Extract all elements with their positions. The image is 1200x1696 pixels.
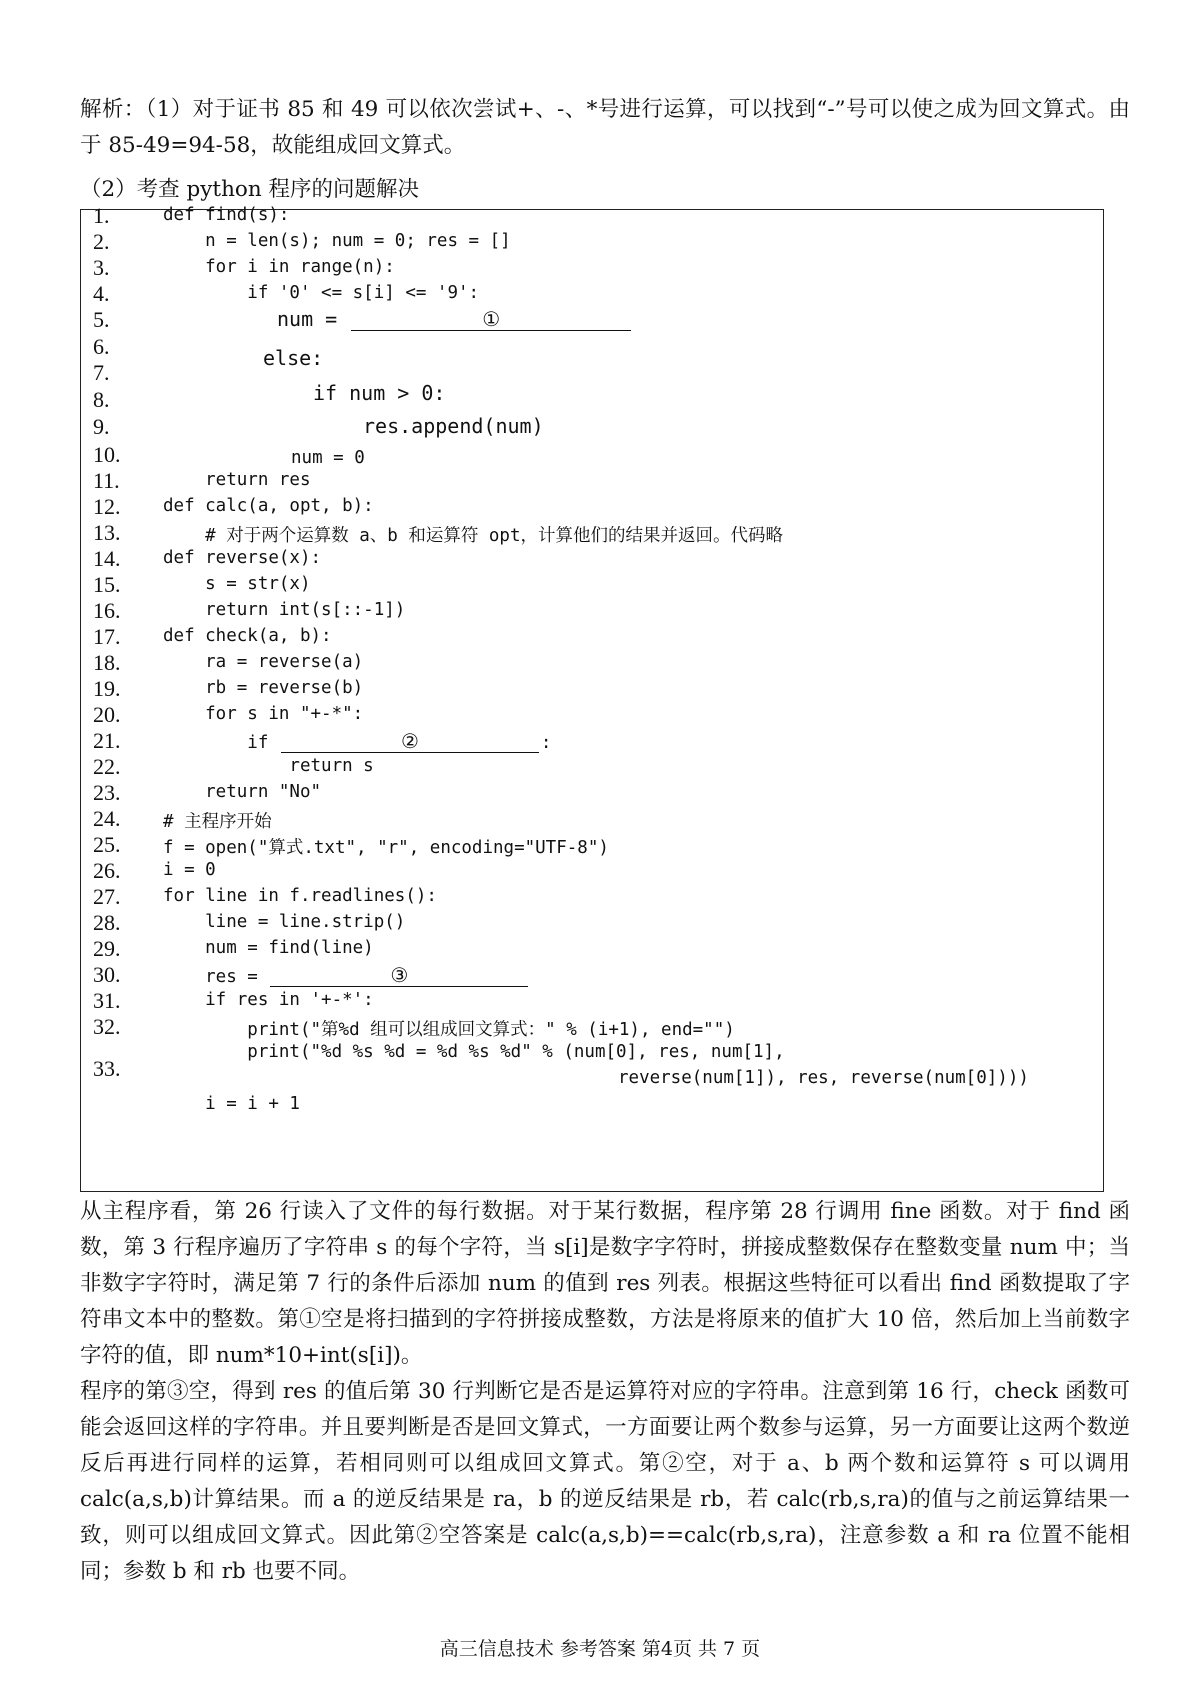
code-listing	[80, 203, 1104, 1192]
code-text: if num > 0:	[313, 381, 446, 405]
code-text: res.append(num)	[363, 414, 544, 438]
code-text: f = open("算式.txt", "r", encoding="UTF-8")	[163, 838, 609, 858]
code-text: i = i + 1	[163, 1094, 300, 1114]
code-line	[81, 988, 1101, 1016]
line-number: 25.	[93, 832, 121, 857]
code-text: # 对于两个运算数 a、b 和运算符 opt，计算他们的结果并返回。代码略	[163, 526, 784, 546]
code-line	[81, 203, 1101, 231]
code-text: def find(s):	[163, 205, 290, 225]
code-line	[81, 281, 1101, 309]
code-text: s = str(x)	[163, 574, 311, 594]
line-number: 27.	[93, 884, 121, 909]
code-line	[81, 255, 1101, 283]
code-text: for s in "+-*":	[163, 704, 364, 724]
code-line	[81, 1014, 1101, 1042]
line-number: 14.	[93, 546, 121, 571]
code-line	[81, 572, 1101, 600]
line-number: 13.	[93, 520, 121, 545]
explanation-paragraph-1: 从主程序看，第 26 行读入了文件的每行数据。对于某行数据，程序第 28 行调用 fine 函数。对于 find 函数，第 3 行程序遍历了字符串 s 的每个字符，当 s[i]是数字字符时，拼接成整数保存在整数变量 num 中；当非数字字符时，满足第 7 行的条件后添加 num 的值到 res 列表。根据这些特征可以看出 find 函数提取了字符串文本中的整数。第①空是将扫描到的字符拼接成整数，方法是将原来的值扩大 10 倍，然后加上当前数字字符的值，即 num*10+int(s[i])。	[80, 1199, 1130, 1368]
code-line	[81, 806, 1101, 834]
line-number: 2.	[93, 229, 110, 254]
code-line	[81, 858, 1101, 886]
code-text: rb = reverse(b)	[163, 678, 364, 698]
code-text: i = 0	[163, 860, 216, 880]
code-line	[81, 229, 1101, 257]
line-number: 16.	[93, 598, 121, 623]
code-line	[81, 468, 1101, 496]
line-number: 23.	[93, 780, 121, 805]
line-number: 32.	[93, 1014, 121, 1039]
code-text-prefix: num =	[277, 307, 338, 331]
page-footer: 高三信息技术 参考答案 第4页 共 7 页	[439, 1638, 761, 1660]
line-number: 3.	[93, 255, 110, 280]
code-text: if '0' <= s[i] <= '9':	[163, 283, 480, 303]
code-text: else:	[263, 346, 324, 370]
code-text: def calc(a, opt, b):	[163, 496, 374, 516]
code-text: return "No"	[163, 782, 322, 802]
code-line	[81, 728, 1101, 756]
line-number: 5.	[93, 307, 110, 332]
code-text: print("第%d 组可以组成回文算式：" % (i+1), end="")	[163, 1020, 735, 1040]
line-number: 33.	[93, 1056, 121, 1081]
code-line	[81, 307, 1101, 335]
code-text: print("%d %s %d = %d %s %d" % (num[0], res, num[1],	[163, 1042, 785, 1062]
code-text: n = len(s); num = 0; res = []	[163, 231, 511, 251]
line-number: 12.	[93, 494, 121, 519]
code-line	[81, 754, 1101, 782]
line-number: 24.	[93, 806, 121, 831]
code-line	[81, 494, 1101, 522]
code-text: def reverse(x):	[163, 548, 322, 568]
line-number: 8.	[93, 387, 110, 412]
section-2-heading: （2）考查 python 程序的问题解决	[80, 177, 420, 202]
code-text: line = line.strip()	[163, 912, 406, 932]
line-number: 17.	[93, 624, 121, 649]
line-number: 22.	[93, 754, 121, 779]
code-line	[81, 676, 1101, 704]
line-number: 20.	[93, 702, 121, 727]
code-text: reverse(num[1]), res, reverse(num[0])))	[618, 1068, 1029, 1088]
line-number: 9.	[93, 414, 110, 439]
code-text: if res in '+-*':	[163, 990, 374, 1010]
line-number: 19.	[93, 676, 121, 701]
code-line	[81, 650, 1101, 678]
code-text: for i in range(n):	[163, 257, 395, 277]
line-number: 7.	[93, 360, 110, 385]
code-text	[277, 307, 633, 331]
code-line	[81, 346, 1101, 388]
code-line	[81, 414, 1101, 442]
code-text: num = find(line)	[163, 938, 374, 958]
code-text-prefix: if	[163, 733, 269, 753]
answer-blank-1	[351, 308, 631, 331]
code-line-continuation	[81, 1066, 1101, 1094]
blank-label-2: ②	[400, 729, 419, 753]
code-line	[81, 381, 1101, 415]
code-text-prefix: res =	[163, 967, 258, 987]
code-line	[81, 780, 1101, 808]
code-text	[163, 964, 530, 987]
code-line	[81, 910, 1101, 938]
code-line	[81, 520, 1101, 548]
code-line	[81, 1092, 1101, 1120]
code-line	[81, 936, 1101, 964]
code-line	[81, 442, 1101, 470]
code-text: return int(s[::-1])	[163, 600, 406, 620]
code-line	[81, 546, 1101, 574]
code-text: ra = reverse(a)	[163, 652, 364, 672]
code-text: for line in f.readlines():	[163, 886, 437, 906]
line-number: 21.	[93, 728, 121, 753]
code-text: # 主程序开始	[163, 812, 272, 832]
line-number: 30.	[93, 962, 121, 987]
code-line	[81, 598, 1101, 626]
code-line	[81, 884, 1101, 912]
code-text: return res	[163, 470, 311, 490]
code-text: num = 0	[291, 448, 365, 468]
code-line	[81, 334, 1101, 362]
answer-blank-3	[270, 964, 528, 987]
line-number: 6.	[93, 334, 110, 359]
line-number: 11.	[93, 468, 120, 493]
line-number: 28.	[93, 910, 121, 935]
line-number: 18.	[93, 650, 121, 675]
line-number: 1.	[93, 203, 110, 228]
line-number: 15.	[93, 572, 121, 597]
line-number: 26.	[93, 858, 121, 883]
code-text: def check(a, b):	[163, 626, 332, 646]
code-line	[81, 832, 1101, 860]
line-number: 10.	[93, 442, 121, 467]
explanation-paragraph-2: 程序的第③空，得到 res 的值后第 30 行判断它是否是运算符对应的字符串。注意到第 16 行，check 函数可能会返回这样的字符串。并且要判断是否是回文算式，一方面要让两个数参与运算，另一方面要让这两个数逆反后再进行同样的运算，若相同则可以组成回文算式。第②空，对于 a、b 两个数和运算符 s 可以调用 calc(a,s,b)计算结果。而 a 的逆反结果是 ra，b 的逆反结果是 rb，若 calc(rb,s,ra)的值与之前运算结果一致，则可以组成回文算式。因此第②空答案是 calc(a,s,b)==calc(rb,s,ra)，注意参数 a 和 ra 位置不能相同；参数 b 和 rb 也要不同。	[80, 1379, 1130, 1584]
blank-label-3: ③	[390, 963, 409, 987]
code-text: return s	[163, 756, 374, 776]
intro-paragraph: 解析：（1）对于证书 85 和 49 可以依次尝试+、-、*号进行运算，可以找到“-”号可以使之成为回文算式。由于 85-49=94-58，故能组成回文算式。	[80, 97, 1130, 158]
line-number: 31.	[93, 988, 121, 1013]
answer-blank-2	[281, 730, 539, 753]
line-number: 29.	[93, 936, 121, 961]
code-text: if ② :	[163, 729, 552, 753]
code-line	[81, 702, 1101, 730]
line-number: 4.	[93, 281, 110, 306]
code-line	[81, 962, 1101, 990]
blank-label-1: ①	[482, 307, 501, 331]
code-line	[81, 624, 1101, 652]
